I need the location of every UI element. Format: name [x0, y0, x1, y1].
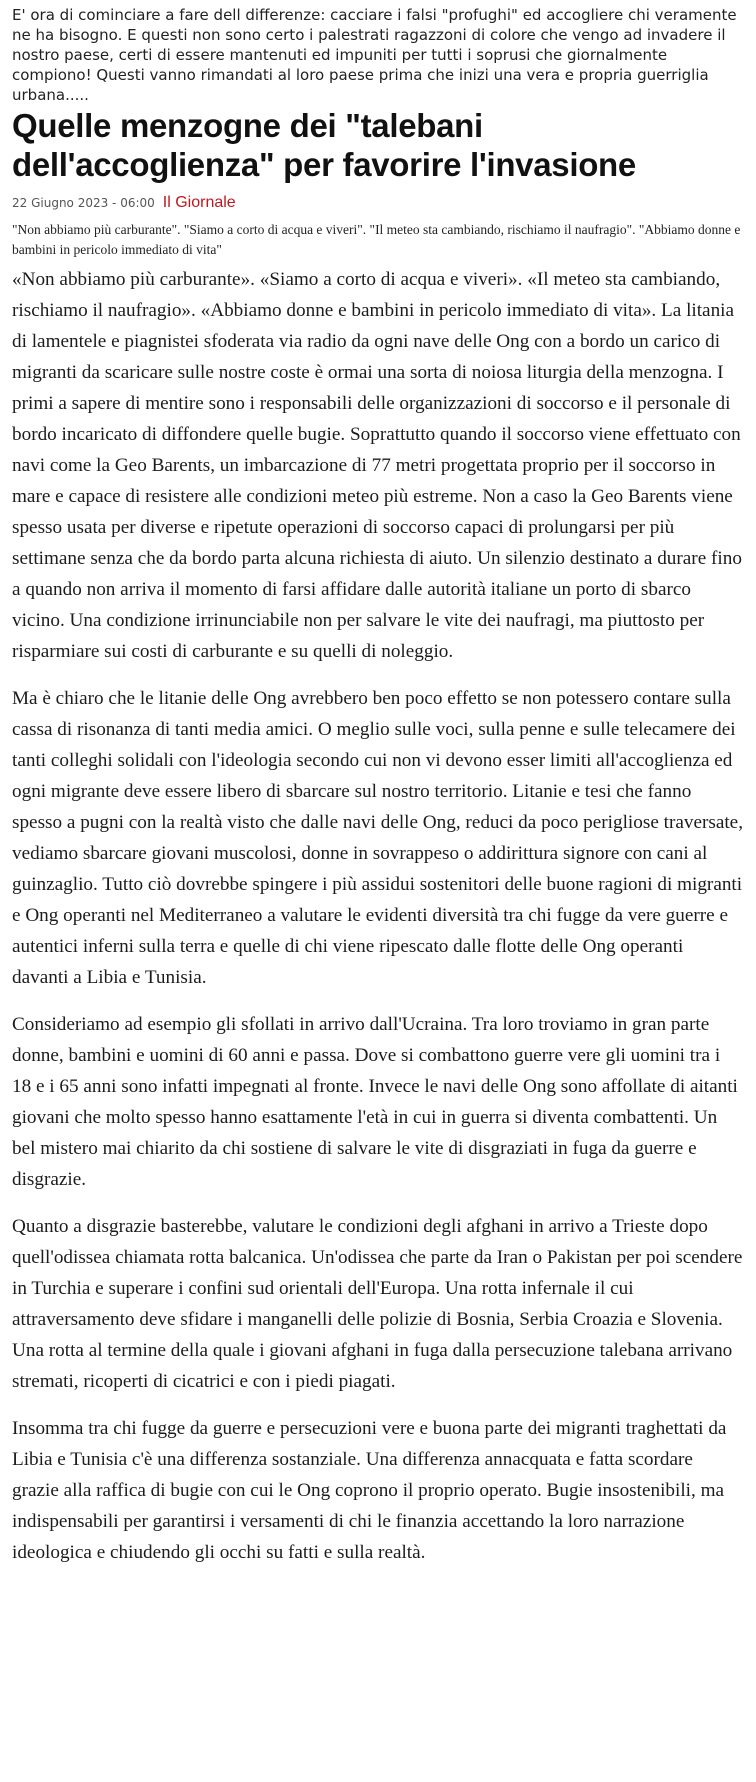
article-paragraph: Ma è chiaro che le litanie delle Ong avrebbero ben poco effetto se non potessero contare sulla cassa di risonanza di tanti media amici. O meglio sulle voci, sulla penne e sulle telecamere dei tanti colleghi solidali con l'ideologia secondo cui non vi devono esser limiti all'accoglienza ed ogni migrante deve essere libero di sbarcare sul nostro territorio. Litanie e tesi che fanno spesso a pugni con la realtà visto che dalle navi delle Ong, reduci da poco perigliose traversate, vediamo sbarcare giovani muscolosi, donne in sovrappeso o addirittura signore con cani al guinzaglio. Tutto ciò dovrebbe spingere i più assidui sostenitori delle buone ragioni di migranti e Ong operanti nel Mediterraneo a valutare le evidenti diversità tra chi fugge da vere guerre e autentici inferni sulla terra e quelle di chi viene ripescato dalle flotte delle Ong operanti davanti a Libia e Tunisia. — [12, 688, 743, 988]
article-paragraph: «Non abbiamo più carburante». «Siamo a corto di acqua e viveri». «Il meteo sta cambiando, rischiamo il naufragio». «Abbiamo donne e bambini in pericolo immediato di vita». La litania di lamentele e piagnistei sfoderata via radio da ogni nave delle Ong con a bordo un carico di migranti da scaricare sulle nostre coste è ormai una sorta di noiosa liturgia della menzogna. I primi a sapere di mentire sono i responsabili delle organizzazioni di soccorso e il personale di bordo incaricato di diffondere quelle bugie. Soprattutto quando il soccorso viene effettuato con navi come la Geo Barents, un imbarcazione di 77 metri progettata proprio per il soccorso in mare e capace di resistere alle condizioni meteo più estreme. Non a caso la Geo Barents viene spesso usata per diverse e ripetute operazioni di soccorso capaci di prolungarsi per più settimane senza che da bordo parta alcuna richiesta di aiuto. Un silenzio destinato a durare fino a quando non arriva il momento di farsi affidare dalle autorità italiane un porto di sbarco vicino. Una condizione irrinunciabile non per salvare le vite dei naufragi, ma piuttosto per risparmiare sui costi di carburante e su quelli di noleggio. — [12, 269, 742, 662]
article-paragraph: Consideriamo ad esempio gli sfollati in arrivo dall'Ucraina. Tra loro troviamo in gran parte donne, bambini e uomini di 60 anni e passa. Dove si combattono guerre vere gli uomini tra i 18 e i 65 anni sono infatti impegnati al fronte. Invece le navi delle Ong sono affollate di aitanti giovani che molto spesso hanno esattamente l'età in cui in guerra si diventa combattenti. Un bel mistero mai chiarito da chi sostiene di salvare le vite di disgraziati in fuga da guerre e disgrazie. — [12, 1014, 738, 1190]
article-source-link[interactable]: Il Giornale — [162, 194, 236, 211]
article-title: Quelle menzogne dei "talebani dell'accoglienza" per favorire l'invasione — [12, 107, 636, 183]
article-summary: "Non abbiamo più carburante". "Siamo a corto di acqua e viveri". "Il meteo sta cambiando, rischiamo il naufragio". "Abbiamo donne e bambini in pericolo immediato di vita" — [12, 222, 741, 257]
article-paragraph: Quanto a disgrazie basterebbe, valutare le condizioni degli afghani in arrivo a Trieste dopo quell'odissea chiamata rotta balcanica. Un'odissea che parte da Iran o Pakistan per poi scendere in Turchia e superare i confini sud orientali dell'Europa. Una rotta infernale il cui attraversamento deve sfidare i manganelli delle polizie di Bosnia, Serbia Croazia e Slovenia. Una rotta al termine della quale i giovani afghani in fuga dalla persecuzione talebana arrivano stremati, ricoperti di cicatrici e con i piedi piagati. — [12, 1216, 743, 1392]
comment-text: E' ora di cominciare a fare dell differenze: cacciare i falsi "profughi" ed accogliere chi veramente ne ha bisogno. E questi non sono certo i palestrati ragazzoni di colore che vengo ad invadere il nostro paese, certi di essere mantenuti ed impuniti per tutti i soprusi che giornalmente compiono! Questi vanno rimandati al loro paese prima che inizi una vera e propria guerriglia urbana..... — [12, 6, 737, 104]
user-comment — [12, 0, 744, 104]
article-paragraph: Insomma tra chi fugge da guerre e persecuzioni vere e buona parte dei migranti traghettati da Libia e Tunisia c'è una differenza sostanziale. Una differenza annacquata e fatta scordare grazie alla raffica di bugie con cui le Ong coprono il proprio operato. Bugie insostenibili, ma indispensabili per garantirsi i versamenti di chi le finanzia accettando la loro narrazione ideologica e chiudendo gli occhi su fatti e sulla realtà. — [12, 1418, 727, 1563]
article-date: 22 Giugno 2023 - 06:00 — [12, 196, 155, 210]
article-meta — [12, 194, 744, 212]
article — [12, 106, 744, 1568]
